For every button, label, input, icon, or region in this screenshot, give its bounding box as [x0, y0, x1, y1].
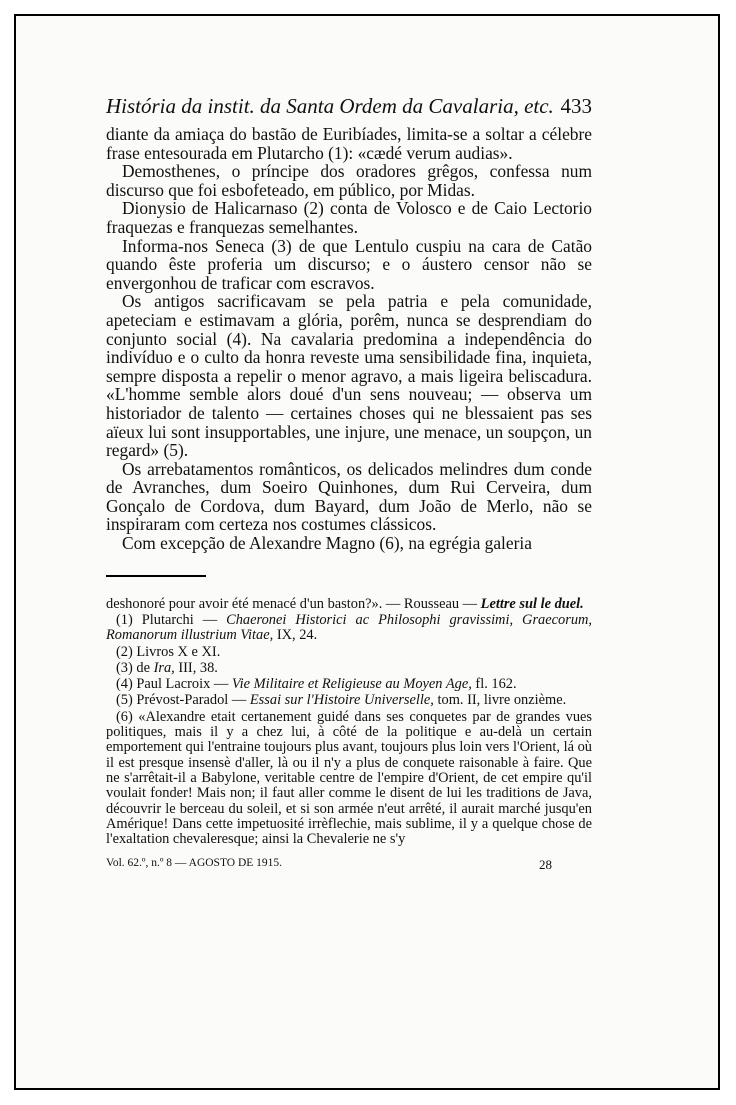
paragraph: Demosthenes, o príncipe dos oradores grêgos, confessa num discurso que foi esbofeteado, em público, por Midas.	[106, 161, 592, 200]
page-frame	[14, 14, 720, 1090]
footnotes	[106, 597, 592, 848]
footnote-6: (6) «Alexandre etait certanement guidé dans ses conquetes par de grandes vues politiques, mais il y a chez lui, à côté de la politique e au-delà un certain emportement qui l'entraine toujours plus avant, toujours plus loin vers l'Orient, lá où il est presque insensè d'aller, là ou il n'y a plus de conquete raisonable à faire. Que ne s'arrêtait-il a Babylone, veritable centre de l'empire d'Orient, de cet empire qu'il voulait fonder! Mais non; il faut aller comme le disent de lui les traditions de Java, découvrir le berceau du soleil, et si son armée n'eut arrêté, il aurait marché jusqu'en Amérique! Dans cette impetuosité irrèflechie, mais sublime, il y a quelque chose de l'exaltation chevaleresque; ainsi la Chevalerie ne s'y	[106, 708, 592, 848]
footnote-continuation: deshonoré pour avoir été menacé d'un baston?». — Rousseau — Lettre sul le duel.	[106, 595, 584, 612]
main-text	[106, 125, 592, 553]
footnote-1: (1) Plutarchi — Chaeronei Historici ac Philosophi gravissimi, Graecorum, Romanorum illustrium Vitae, IX, 24.	[106, 611, 592, 644]
running-header	[106, 94, 592, 119]
paragraph: Os arrebatamentos românticos, os delicados melindres dum conde de Avranches, dum Soeiro Quinhones, dum Rui Cerveira, dum Gonçalo de Cordova, dum Bayard, dum João de Merlo, não se inspiraram com certeza nos costumes clássicos.	[106, 458, 592, 535]
paragraph: Com excepção de Alexandre Magno (6), na egrégia galeria	[122, 533, 532, 554]
paragraph: Dionysio de Halicarnaso (2) conta de Volosco e de Caio Lectorio fraquezas e franquezas semelhantes.	[106, 198, 592, 237]
page-number: 433	[560, 94, 592, 118]
paragraph: Os antigos sacrificavam se pela patria e pela comunidade, apeteciam e estimavam a glória, porêm, nunca se desprendiam do conjunto social (4). Na cavalaria predomina a independência do indivíduo e o culto da honra reveste uma sensibilidade fina, inquieta, sempre disposta a repelir o menor agravo, a mais ligeira beliscadura. «L'homme semble alors doué d'un sens nouveau; — observa um historiador de talento — certaines choses qui ne blessaient pas ses aïeux lui sont insupportables, une injure, une menace, un soupçon, un regard» (5).	[106, 291, 592, 461]
paragraph: Informa-nos Seneca (3) de que Lentulo cuspiu na cara de Catão quando êste proferia um discurso; e o áustero censor não se envergonhou de traficar com escravos.	[106, 235, 592, 293]
signature-mark: 28	[539, 857, 552, 873]
footnote-3: (3) de Ira, III, 38.	[116, 659, 218, 676]
footnote-5: (5) Prévost-Paradol — Essai sur l'Histoire Universelle, tom. II, livre onzième.	[116, 692, 567, 709]
footnote-2: (2) Livros X e XI.	[116, 643, 221, 660]
running-title: História da instit. da Santa Ordem da Cavalaria, etc.	[106, 94, 554, 118]
volume-line: Vol. 62.º, n.º 8 — AGOSTO DE 1915.	[106, 857, 283, 870]
page-footer	[106, 857, 592, 873]
paragraph: diante da amiaça do bastão de Euribíades, limita-se a soltar a célebre frase entesourada em Plutarcho (1): «cædé verum audias».	[106, 124, 592, 163]
page-content	[106, 94, 592, 873]
footnote-4: (4) Paul Lacroix — Vie Militaire et Religieuse au Moyen Age, fl. 162.	[116, 676, 517, 693]
footnote-separator	[106, 575, 206, 577]
